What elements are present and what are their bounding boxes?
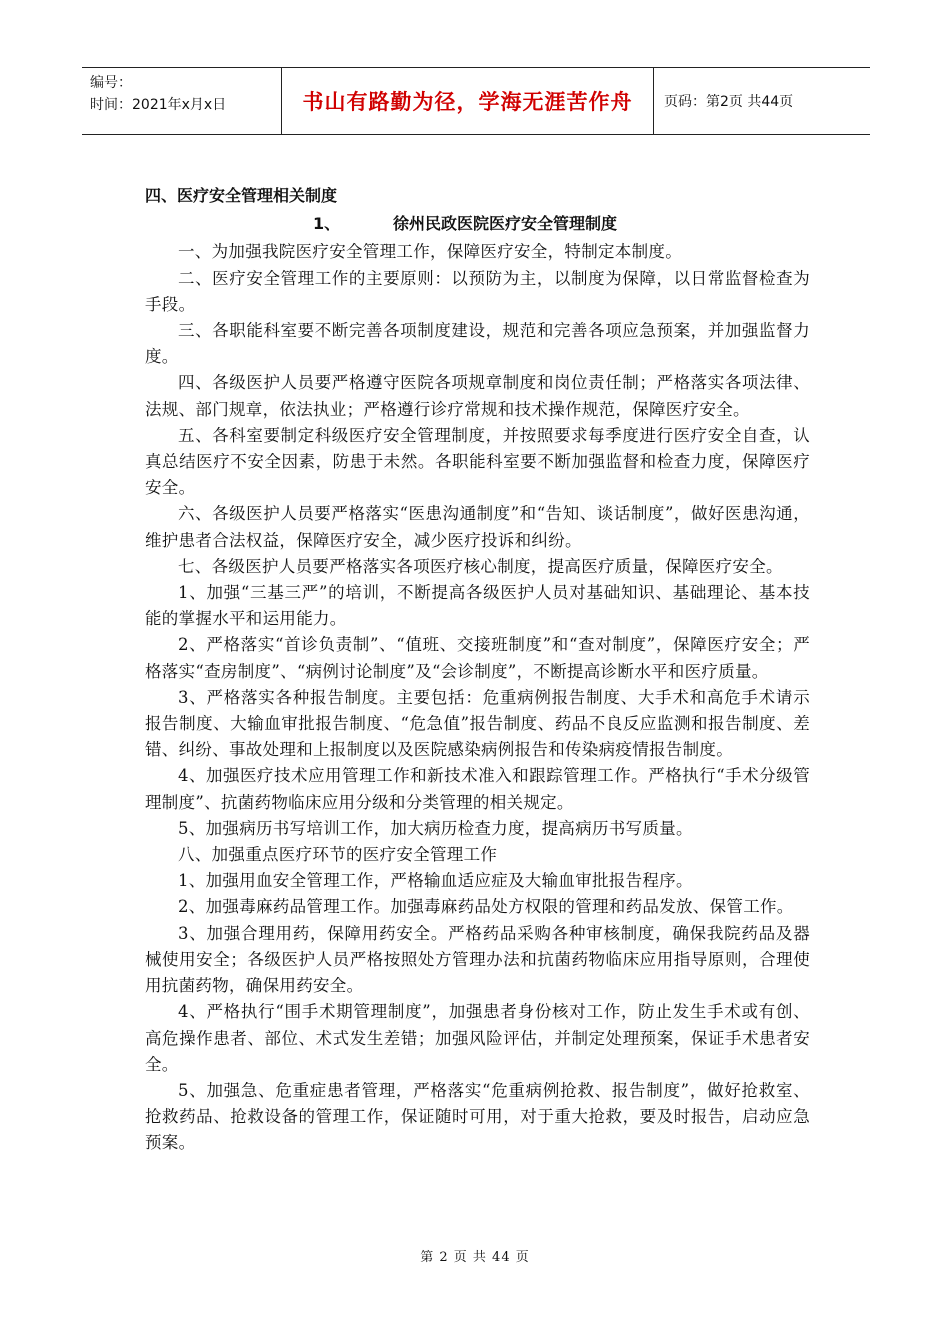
- paragraph: 一、为加强我院医疗安全管理工作，保障医疗安全，特制定本制度。: [178, 242, 682, 262]
- paragraph: 二、医疗安全管理工作的主要原则：以预防为主，以制度为保障，以日常监督检查为手段。: [145, 268, 810, 314]
- paragraph: 3、严格落实各种报告制度。主要包括：危重病例报告制度、大手术和高危手术请示报告制度、大输血审批报告制度、“危急值”报告制度、药品不良反应监测和报告制度、差错、纠纷、事故处理和上报制度以及医院感染病例报告和传染病疫情报告制度。: [145, 687, 810, 760]
- document-date: 时间：2021年x月x日: [90, 97, 227, 113]
- paragraph: 5、加强急、危重症患者管理，严格落实“危重病例抢救、报告制度”，做好抢救室、抢救药品、抢救设备的管理工作，保证随时可用，对于重大抢救，要及时报告，启动应急预案。: [145, 1080, 810, 1153]
- paragraph: 5、加强病历书写培训工作，加大病历检查力度，提高病历书写质量。: [178, 818, 693, 838]
- document-number-label: 编号：: [90, 75, 132, 91]
- document-title: [145, 211, 810, 237]
- paragraph: 六、各级医护人员要严格落实“医患沟通制度”和“告知、谈话制度”，做好医患沟通，维护患者合法权益，保障医疗安全，减少医疗投诉和纠纷。: [145, 504, 810, 550]
- document-title-text: 徐州民政医院医疗安全管理制度: [393, 214, 618, 234]
- paragraph: 1、加强用血安全管理工作，严格输血适应症及大输血审批报告程序。: [178, 871, 693, 891]
- document-title-number: 1、: [313, 214, 341, 234]
- paragraph: 3、加强合理用药，保障用药安全。严格药品采购各种审核制度，确保我院药品及器械使用安全；各级医护人员严格按照处方管理办法和抗菌药物临床应用指导原则，合理使用抗菌药物，确保用药安全。: [145, 923, 810, 996]
- page-footer: 第 2 页 共 44 页: [420, 1250, 530, 1265]
- paragraph: 四、各级医护人员要严格遵守医院各项规章制度和岗位责任制；严格落实各项法律、法规、部门规章，依法执业；严格遵行诊疗常规和技术操作规范，保障医疗安全。: [145, 373, 810, 419]
- paragraph: 1、加强“三基三严”的培训，不断提高各级医护人员对基础知识、基础理论、基本技能的掌握水平和运用能力。: [145, 583, 810, 629]
- paragraph: 七、各级医护人员要严格落实各项医疗核心制度，提高医疗质量，保障医疗安全。: [178, 556, 783, 576]
- section-title: 四、医疗安全管理相关制度: [145, 186, 338, 205]
- header-motto: 书山有路勤为径，学海无涯苦作舟: [302, 90, 633, 114]
- paragraph: 4、加强医疗技术应用管理工作和新技术准入和跟踪管理工作。严格执行“手术分级管理制度”、抗菌药物临床应用分级和分类管理的相关规定。: [145, 766, 810, 812]
- paragraph: 八、加强重点医疗环节的医疗安全管理工作: [178, 845, 498, 865]
- page-header: [82, 67, 870, 135]
- document-body: [145, 183, 810, 1157]
- paragraph: 五、各科室要制定科级医疗安全管理制度，并按照要求每季度进行医疗安全自查，认真总结医疗不安全因素，防患于未然。各职能科室要不断加强监督和检查力度，保障医疗安全。: [145, 425, 810, 498]
- header-page-info: 页码：第2页 共44页: [664, 94, 794, 110]
- paragraph: 三、各职能科室要不断完善各项制度建设，规范和完善各项应急预案，并加强监督力度。: [145, 321, 810, 367]
- paragraph: 4、严格执行“围手术期管理制度”，加强患者身份核对工作，防止发生手术或有创、高危操作患者、部位、术式发生差错；加强风险评估，并制定处理预案，保证手术患者安全。: [145, 1002, 810, 1074]
- header-motto-cell: [282, 68, 654, 134]
- header-meta: [82, 68, 282, 134]
- paragraph: 2、严格落实“首诊负责制”、“值班、交接班制度”和“查对制度”，保障医疗安全；严格落实“查房制度”、“病例讨论制度”及“会诊制度”，不断提高诊断水平和医疗质量。: [145, 635, 810, 681]
- paragraph: 2、加强毒麻药品管理工作。加强毒麻药品处方权限的管理和药品发放、保管工作。: [178, 897, 794, 917]
